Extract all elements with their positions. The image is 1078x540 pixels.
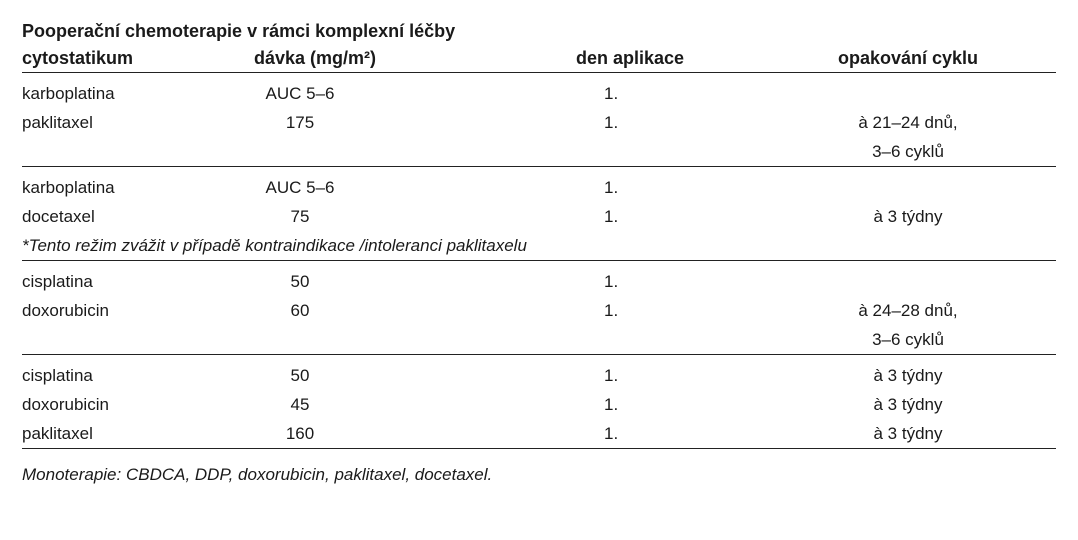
cell-day-text: 1. bbox=[604, 83, 619, 103]
cell-day-text: 1. bbox=[604, 394, 619, 414]
cell-drug: paklitaxel bbox=[22, 419, 226, 449]
cell-day bbox=[458, 355, 760, 391]
cell-repeat: à 3 týdny bbox=[873, 394, 943, 414]
cell-day-text: 1. bbox=[604, 112, 619, 132]
cell-dose bbox=[226, 167, 458, 203]
note-row bbox=[22, 231, 1056, 261]
cell-dose bbox=[226, 108, 458, 137]
cell-day-text: 1. bbox=[604, 271, 619, 291]
cell-dose bbox=[226, 261, 458, 297]
document bbox=[22, 18, 1056, 485]
table-row bbox=[22, 137, 1056, 167]
cell-day bbox=[458, 202, 760, 231]
cell-drug: doxorubicin bbox=[22, 300, 109, 320]
cell-dose-text: AUC 5–6 bbox=[265, 83, 335, 103]
cell-repeat: à 21–24 dnů, bbox=[858, 112, 958, 132]
header-drug: cytostatikum bbox=[22, 44, 226, 73]
cell-dose bbox=[226, 325, 458, 355]
cell-day-text: 1. bbox=[604, 423, 619, 443]
cell-repeat: 3–6 cyklů bbox=[760, 325, 1056, 355]
cell-day bbox=[458, 137, 760, 167]
cell-day bbox=[458, 167, 760, 203]
table-row bbox=[22, 202, 1056, 231]
cell-dose-text: 75 bbox=[290, 206, 310, 226]
header-dose: dávka (mg/m²) bbox=[226, 44, 458, 73]
cell-repeat bbox=[760, 167, 1056, 203]
regimen-note: *Tento režim zvážit v případě kontraindikace /intoleranci paklitaxelu bbox=[22, 231, 1056, 261]
cell-dose bbox=[226, 296, 458, 325]
cell-repeat: 3–6 cyklů bbox=[760, 137, 1056, 167]
cell-day bbox=[458, 108, 760, 137]
table-row bbox=[22, 261, 1056, 297]
cell-dose-text: AUC 5–6 bbox=[265, 177, 335, 197]
cell-drug: karboplatina bbox=[22, 83, 115, 103]
cell-repeat: à 3 týdny bbox=[760, 419, 1056, 449]
cell-dose-text: 50 bbox=[290, 271, 310, 291]
cell-drug: cisplatina bbox=[22, 271, 93, 291]
cell-dose-text: 160 bbox=[285, 423, 315, 443]
cell-drug bbox=[22, 325, 226, 355]
cell-day-text: 1. bbox=[604, 177, 619, 197]
chemotherapy-table bbox=[22, 44, 1056, 449]
table-row bbox=[22, 325, 1056, 355]
table-row bbox=[22, 390, 1056, 419]
cell-dose bbox=[226, 355, 458, 391]
cell-dose bbox=[226, 390, 458, 419]
cell-dose bbox=[226, 419, 458, 449]
table-row bbox=[22, 108, 1056, 137]
cell-day bbox=[458, 390, 760, 419]
table-body bbox=[22, 73, 1056, 449]
cell-dose-text: 60 bbox=[290, 300, 310, 320]
cell-day bbox=[458, 73, 760, 109]
header-repeat: opakování cyklu bbox=[760, 44, 1056, 73]
cell-repeat: à 3 týdny bbox=[873, 206, 943, 226]
cell-drug: paklitaxel bbox=[22, 112, 93, 132]
cell-drug: doxorubicin bbox=[22, 394, 109, 414]
table-row bbox=[22, 167, 1056, 203]
cell-day bbox=[458, 419, 760, 449]
cell-day bbox=[458, 325, 760, 355]
table-row bbox=[22, 419, 1056, 449]
table-row bbox=[22, 296, 1056, 325]
header-day: den aplikace bbox=[458, 44, 760, 73]
cell-drug: cisplatina bbox=[22, 365, 93, 385]
cell-day-text: 1. bbox=[604, 206, 619, 226]
cell-dose bbox=[226, 137, 458, 167]
cell-dose bbox=[226, 202, 458, 231]
cell-day bbox=[458, 296, 760, 325]
table-row bbox=[22, 73, 1056, 109]
cell-dose-text: 175 bbox=[285, 112, 315, 132]
cell-repeat: à 24–28 dnů, bbox=[858, 300, 958, 320]
cell-drug: docetaxel bbox=[22, 206, 95, 226]
cell-dose bbox=[226, 73, 458, 109]
footnote: Monoterapie: CBDCA, DDP, doxorubicin, paklitaxel, docetaxel. bbox=[22, 465, 493, 484]
cell-repeat bbox=[760, 261, 1056, 297]
cell-dose-text: 45 bbox=[290, 394, 310, 414]
cell-day-text: 1. bbox=[604, 300, 619, 320]
cell-drug bbox=[22, 137, 226, 167]
cell-repeat bbox=[760, 73, 1056, 109]
cell-repeat: à 3 týdny bbox=[873, 365, 943, 385]
cell-dose-text: 50 bbox=[290, 365, 310, 385]
cell-drug: karboplatina bbox=[22, 177, 115, 197]
cell-day bbox=[458, 261, 760, 297]
table-title: Pooperační chemoterapie v rámci komplexní léčby bbox=[22, 21, 456, 41]
cell-day-text: 1. bbox=[604, 365, 619, 385]
table-header bbox=[22, 44, 1056, 73]
table-row bbox=[22, 355, 1056, 391]
